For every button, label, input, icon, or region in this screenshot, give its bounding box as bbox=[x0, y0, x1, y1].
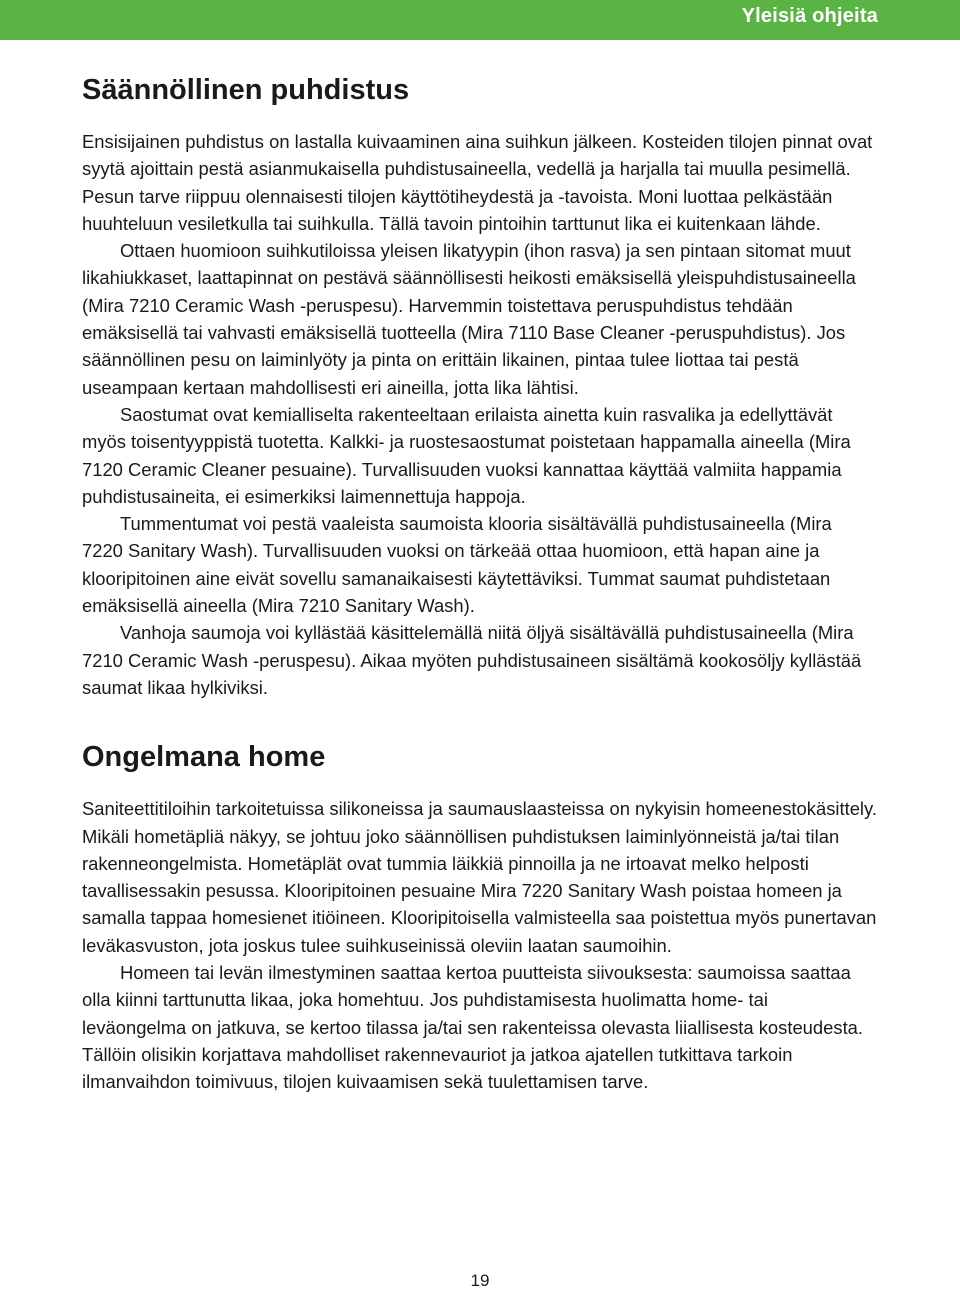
paragraph: Saniteettitiloihin tarkoitetuissa silikoneissa ja saumauslaasteissa on nykyisin homeenestokäsittely. Mikäli hometäpliä näkyy, se johtuu joko säännöllisen puhdistuksen laiminlyönneistä ja/tai tilan rakenneongelmista. Hometäplät ovat tummia läikkiä pinnoilla ja ne irtoavat melko helposti tavallisessakin pesussa. Klooripitoinen pesuaine Mira 7220 Sanitary Wash poistaa homeen ja samalla tappaa homesienet itiöineen. Klooripitoisella valmisteella saa poistettua myös punertavan leväkasvuston, jota joskus tulee suihkuseinissä oleviin laatan saumoihin. bbox=[82, 798, 877, 956]
section-mold-problem bbox=[82, 737, 877, 1095]
section-label: Yleisiä ohjeita bbox=[741, 5, 878, 27]
header-bar bbox=[0, 0, 960, 40]
page-content bbox=[82, 70, 877, 1096]
section-title: Säännöllinen puhdistus bbox=[82, 74, 410, 106]
paragraph: Ensisijainen puhdistus on lastalla kuivaaminen aina suihkun jälkeen. Kosteiden tilojen pinnat ovat syytä ajoittain pestä asianmukaisella puhdistusaineella, vedellä ja harjalla tai muulla pesimellä. Pesun tarve riippuu olennaisesti tilojen käyttötiheydestä ja -tavoista. Moni luottaa pelkästään huuhteluun vesiletkulla tai suihkulla. Tällä tavoin pintoihin tarttunut lika ei kuitenkaan lähde. bbox=[82, 131, 873, 234]
paragraph: Saostumat ovat kemialliselta rakenteeltaan erilaista ainetta kuin rasvalika ja edellyttävät myös toisentyyppistä tuotetta. Kalkki- ja ruostesaostumat poistetaan happamalla aineella (Mira 7120 Ceramic Cleaner pesuaine). Turvallisuuden vuoksi kannattaa käyttää valmiita happamia puhdistusaineita, ei esimerkiksi laimennettuja happoja. bbox=[82, 403, 851, 507]
section-regular-cleaning bbox=[82, 70, 877, 701]
paragraph: Tummentumat voi pestä vaaleista saumoista klooria sisältävällä puhdistusaineella (Mira 7220 Sanitary Wash). Turvallisuuden vuoksi on tärkeää ottaa huomioon, että hapan aine ja klooripitoinen aine eivät sovellu samanaikaisesti käytettäviksi. Tummat saumat puhdistetaan emäksisellä aineella (Mira 7210 Sanitary Wash). bbox=[82, 513, 832, 617]
paragraph: Homeen tai levän ilmestyminen saattaa kertoa puutteista siivouksesta: saumoissa saattaa olla kiinni tarttunutta likaa, joka homehtuu. Jos puhdistamisesta huolimatta home- tai leväongelma on jatkuva, se kertoo tilassa ja/tai sen rakenteissa olevasta liiallisesta kosteudesta. Tällöin olisikin korjattava mahdolliset rakennevauriot ja jatkoa ajatellen tutkittava tarkoin ilmanvaihdon toimivuus, tilojen kuivaamisen sekä tuulettamisen tarve. bbox=[82, 962, 864, 1093]
paragraph: Vanhoja saumoja voi kyllästää käsittelemällä niitä öljyä sisältävällä puhdistusaineella (Mira 7210 Ceramic Wash -peruspesu). Aikaa myöten puhdistusaineen sisältämä kookosöljy kyllästää saumat likaa hylkiviksi. bbox=[82, 622, 862, 698]
section-title: Ongelmana home bbox=[82, 741, 326, 774]
page-number: 19 bbox=[470, 1271, 490, 1290]
paragraph: Ottaen huomioon suihkutiloissa yleisen likatyypin (ihon rasva) ja sen pintaan sitomat muut likahiukkaset, laattapinnat on pestävä säännöllisesti heikosti emäksisellä yleispuhdistusaineella (Mira 7210 Ceramic Wash -peruspesu). Harvemmin toistettava peruspuhdistus tehdään emäksisellä tai vahvasti emäksisellä tuotteella (Mira 7110 Base Cleaner -peruspuhdistus). Jos säännöllinen pesu on laiminlyöty ja pinta on erittäin likainen, pintaa tulee liottaa tai pestä useampaan kertaan mahdollisesti eri aineilla, jotta lika lähtisi. bbox=[82, 240, 856, 398]
